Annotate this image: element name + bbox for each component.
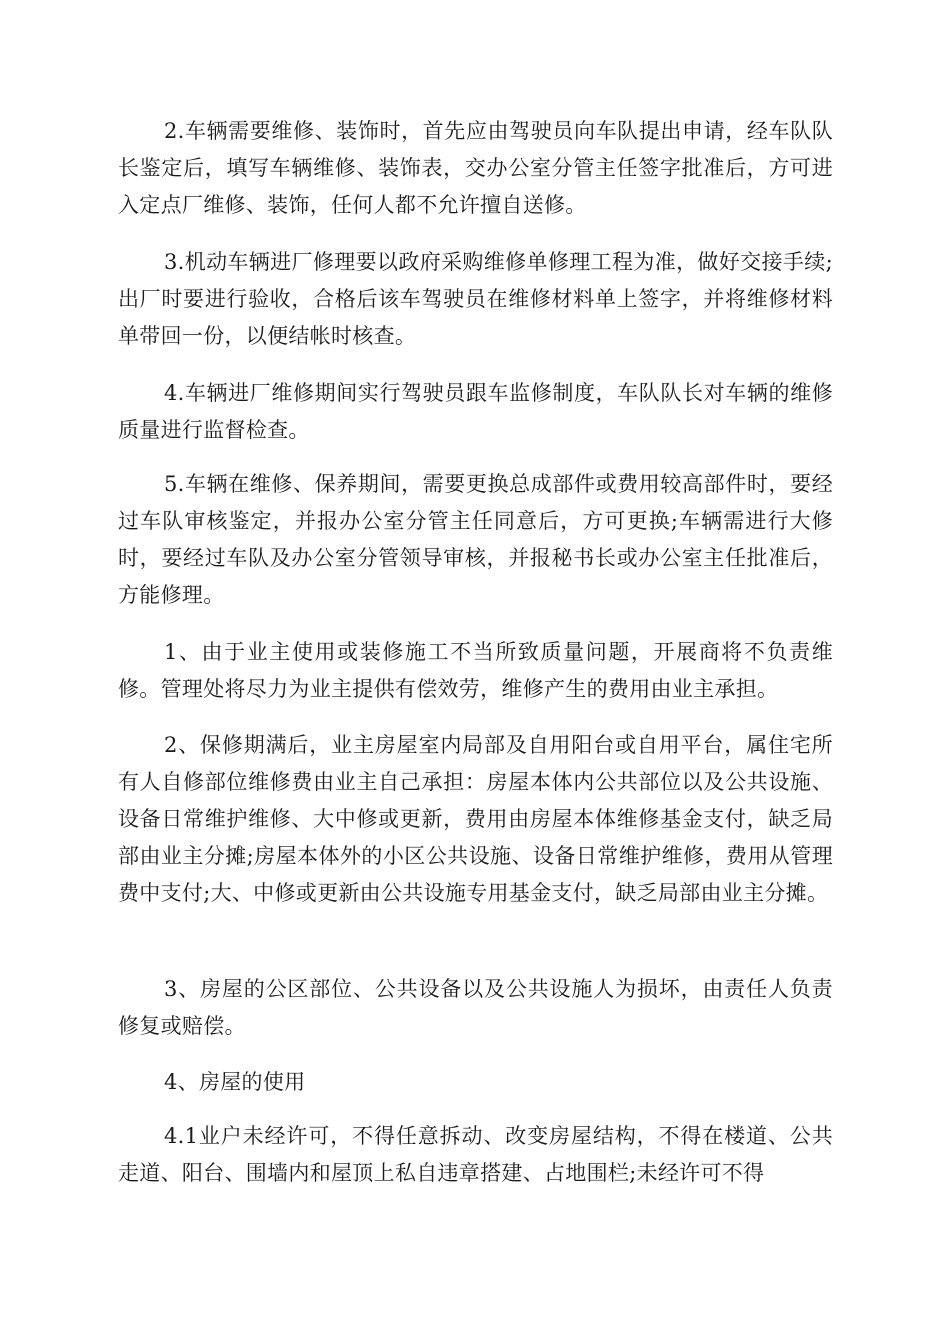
paragraph-vehicle-factory-repair: 3.机动车辆进厂修理要以政府采购维修单修理工程为准，做好交接手续;出厂时要进行验收，合格后该车驾驶员在维修材料单上签字，并将维修材料单带回一份，以便结帐时核查。 bbox=[118, 250, 833, 348]
paragraph-heading-house-use: 4、房屋的使用 bbox=[164, 1070, 306, 1094]
paragraph-repair-supervision: 4.车辆进厂维修期间实行驾驶员跟车监修制度，车队队长对车辆的维修质量进行监督检查。 bbox=[118, 381, 833, 442]
paragraph-owner-misuse: 1、由于业主使用或装修施工不当所致质量问题，开展商将不负责维修。管理处将尽力为业主提供有偿效劳，维修产生的费用由业主承担。 bbox=[118, 640, 833, 701]
paragraph-vehicle-repair-application: 2.车辆需要维修、装饰时，首先应由驾驶员向车队提出申请，经车队队长鉴定后，填写车辆维修、装饰表，交办公室分管主任签字批准后，方可进入定点厂维修、装饰，任何人都不允许擅自送修。 bbox=[118, 119, 833, 217]
paragraph-parts-replacement: 5.车辆在维修、保养期间，需要更换总成部件或费用较高部件时，要经过车队审核鉴定，并报办公室分管主任同意后，方可更换;车辆需进行大修时，要经过车队及办公室分管领导审核，并报秘书长或办公室主任批准后，方能修理。 bbox=[118, 472, 833, 607]
paragraph-public-damage: 3、房屋的公区部位、公共设备以及公共设施人为损坏，由责任人负责修复或赔偿。 bbox=[118, 977, 833, 1038]
paragraph-warranty-expiry: 2、保修期满后，业主房屋室内局部及自用阳台或自用平台，属住宅所有人自修部位维修费由业主自己承担：房屋本体内公共部位以及公共设施、设备日常维护维修、大中修或更新，费用由房屋本体维修基金支付，缺乏局部由业主分摊;房屋本体外的小区公共设施、设备日常维护维修，费用从管理费中支付;大、中修或更新由公共设施专用基金支付，缺乏局部由业主分摊。 bbox=[118, 733, 833, 905]
paragraph-structure-changes: 4.1业户未经许可，不得任意拆动、改变房屋结构，不得在楼道、公共走道、阳台、围墙内和屋顶上私自违章搭建、占地围栏;未经许可不得 bbox=[118, 1124, 833, 1185]
